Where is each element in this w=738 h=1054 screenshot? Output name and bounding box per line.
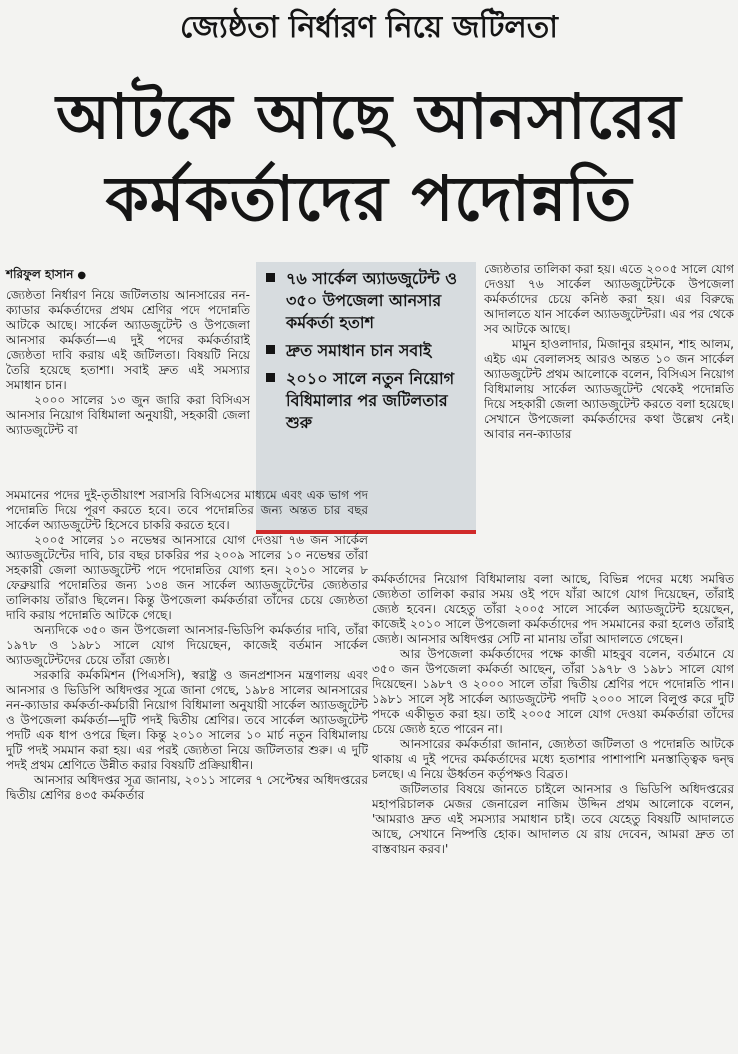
article-paragraph: মামুন হাওলাদার, মিজানুর রহমান, শাহ আলম, এইচ এম বেলালসহ আরও অন্তত ১০ জন সার্কেল অ্যাডজুটেন্ট প্রথম আলোকে বলেন, বিসিএস নিয়োগ বিধিমালায় সার্কেল অ্যাডজুটেন্ট থেকেই পদোন্নতি দিয়ে সহকারী জেলা অ্যাডজুটেন্ট করতে বলা হয়েছে। সেখানে উপজেলা কর্মকর্তাদের কথা উল্লেখ নেই। আবার নন-ক্যাডার [484,337,734,441]
headline-line-2: কর্মকর্তাদের পদোন্নতি [105,162,633,235]
article-paragraph: ২০০৫ সালের ১০ নভেম্বর আনসারে যোগ দেওয়া ৭৬ জন সার্কেল অ্যাডজুটেন্টের দাবি, চার বছর চাকরির পর ২০০৯ সালের ১০ নভেম্বর তাঁরা সহকারী জেলা অ্যাডজুটেন্ট পদে পদোন্নতির যোগ্য হন। ২০১০ সালের ৮ ফেব্রুয়ারি পদোন্নতির জন্য ১৩৪ জন সার্কেল অ্যাডজুটেন্টের জ্যেষ্ঠতার তালিকায় তাঁরাও ছিলেন। কিন্তু উপজেলা কর্মকর্তারা তাঁদের চেয়ে জ্যেষ্ঠতা দাবি করায় পদোন্নতি আটকে গেছে। [6,533,368,622]
article-column-right-top [484,262,734,572]
article-paragraph: আনসারের কর্মকর্তারা জানান, জ্যেষ্ঠতা জটিলতা ও পদোন্নতি আটকে থাকায় এ দুই পদের কর্মকর্তাদের মধ্যে হতাশার পাশাপাশি মনস্তাত্ত্বিক দ্বন্দ্ব চলছে। এ নিয়ে ঊর্ধ্বতন কর্তৃপক্ষও বিব্রত। [372,737,734,781]
byline-author: শরিফুল হাসান [6,267,74,281]
highlight-text: ২০১০ সালে নতুন নিয়োগ বিধিমালার পর জটিলতার শুরু [286,369,455,432]
article-paragraph: আর উপজেলা কর্মকর্তাদের পক্ষে কাজী মাহবুব বলেন, বর্তমানে যে ৩৫০ জন উপজেলা কর্মকর্তা আছেন, তাঁরা ১৯৭৮ ও ১৯৮১ সালে যোগ দিয়েছেন। ১৯৮৭ ও ২০০০ সালে তাঁরা দ্বিতীয় শ্রেণির পদে পদোন্নতি পান। ১৯৮১ সালে সৃষ্ট সার্কেল অ্যাডজুটেন্ট পদটি ২০০০ সালে বিলুপ্ত করে দুটি পদকে একীভূত করা হয়। তাই ২০০৫ সালে যোগ দেওয়া কর্মকর্তারা তাঁদের চেয়ে জ্যেষ্ঠ হতে পারেন না। [372,647,734,736]
article-paragraph: জ্যেষ্ঠতার তালিকা করা হয়। এতে ২০০৫ সালে যোগ দেওয়া ৭৬ সার্কেল অ্যাডজুটেন্টকে উপজেলা কর্মকর্তাদের চেয়ে কনিষ্ঠ করা হয়। এর বিরুদ্ধে আদালতে যান সার্কেল অ্যাডজুটেন্টরা। এর পর থেকে সব আটকে আছে। [484,262,734,336]
highlight-item [266,368,468,434]
headline-line-1: আটকে আছে আনসারের [56,80,682,153]
article-paragraph: ২০০০ সালের ১৩ জুন জারি করা বিসিএস আনসার নিয়োগ বিধিমালা অনুযায়ী, সহকারী জেলা অ্যাডজুটেন্ট বা [6,393,250,437]
article-paragraph: জটিলতার বিষয়ে জানতে চাইলে আনসার ও ভিডিপি অধিদপ্তরের মহাপরিচালক মেজর জেনারেল নাজিম উদ্দিন প্রথম আলোকে বলেন, 'আমরাও দ্রুত এই সমস্যার সমাধান চাই। তবে যেহেতু বিষয়টি আদালতে আছে, সেখানে নিষ্পত্তি হোক। আদালত যে রায় দেবেন, আমরা দ্রুত তা বাস্তবায়ন করব।' [372,782,734,856]
highlight-item [266,268,468,334]
article-column-right-bottom [372,572,734,1050]
byline [6,266,254,284]
headline [10,76,728,240]
square-bullet-icon [266,373,275,382]
article-paragraph: আনসার অধিদপ্তর সূত্র জানায়, ২০১১ সালের ৭ সেপ্টেম্বর অধিদপ্তরের দ্বিতীয় শ্রেণির ৪৩৫ কর্মকর্তার [6,773,368,802]
square-bullet-icon [266,273,275,282]
kicker: জ্যেষ্ঠতা নির্ধারণ নিয়ে জটিলতা [180,10,558,45]
highlight-text: ৭৬ সার্কেল অ্যাডজুটেন্ট ও ৩৫০ উপজেলা আনসার কর্মকর্তা হতাশ [286,269,458,332]
article-paragraph: কর্মকর্তাদের নিয়োগ বিধিমালায় বলা আছে, বিভিন্ন পদের মধ্যে সমন্বিত জ্যেষ্ঠতা তালিকা করার সময় ওই পদে যাঁরা আগে যোগ দিয়েছেন, তাঁরাই জ্যেষ্ঠ হবেন। যেহেতু তাঁরা ২০০৫ সালে সার্কেল অ্যাডজুটেন্ট হয়েছেন, কাজেই ২০১০ সালে উপজেলা কর্মকর্তাদের পদ সমমানের করা হলেও তাঁরাই জ্যেষ্ঠ। আনসার অধিদপ্তর সেটি না মানায় তাঁরা আদালতে গেছেন। [372,572,734,646]
article-paragraph: অন্যদিকে ৩৫০ জন উপজেলা আনসার-ভিডিপি কর্মকর্তার দাবি, তাঁরা ১৯৭৮ ও ১৯৮১ সালে যোগ দিয়েছেন, কাজেই বর্তমান সার্কেল অ্যাডজুটেন্টদের চেয়ে তাঁরা জ্যেষ্ঠ। [6,623,368,667]
highlight-list [266,268,468,434]
square-bullet-icon [266,345,275,354]
article-column-left-bottom [6,488,368,1050]
article-paragraph: জ্যেষ্ঠতা নির্ধারণ নিয়ে জটিলতায় আনসারের নন-ক্যাডার কর্মকর্তাদের প্রথম শ্রেণির পদে পদোন্নতি আটকে আছে। সার্কেল অ্যাডজুটেন্ট ও উপজেলা আনসার কর্মকর্তা—এ দুই পদের কর্মকর্তারাই জ্যেষ্ঠতা দাবি করায় এই জটিলতা। বিষয়টি নিয়ে তৈরি হয়েছে হতাশা। সবাই দ্রুত এই সমস্যার সমাধান চান। [6,288,250,392]
highlight-item [266,340,468,362]
bullet-dot-icon: ● [77,270,87,281]
article-paragraph: সমমানের পদের দুই-তৃতীয়াংশ সরাসরি বিসিএসের মাধ্যমে এবং এক ভাগ পদ পদোন্নতি দিয়ে পূরণ করতে হবে। তবে পদোন্নতির জন্য অন্তত চার বছর সার্কেল অ্যাডজুটেন্ট হিসেবে চাকরি করতে হবে। [6,488,368,532]
article-paragraph: সরকারি কর্মকমিশন (পিএসসি), স্বরাষ্ট্র ও জনপ্রশাসন মন্ত্রণালয় এবং আনসার ও ভিডিপি অধিদপ্তর সূত্রে জানা গেছে, ১৯৮৪ সালের আনসারের নন-ক্যাডার কর্মকর্তা-কর্মচারী নিয়োগ বিধিমালা অনুযায়ী সার্কেল অ্যাডজুটেন্ট ও উপজেলা কর্মকর্তা—দুটি পদই দ্বিতীয় শ্রেণির। তবে সার্কেল অ্যাডজুটেন্ট পদটি এক ধাপ ওপরে ছিল। কিন্তু ২০১০ সালের ১০ মার্চ নতুন বিধিমালায় দুটি পদই সমমান করা হয়। এর পরই জ্যেষ্ঠতা নিয়ে জটিলতার শুরু। এ দুটি পদই প্রথম শ্রেণিতে উন্নীত করার বিষয়টি প্রক্রিয়াধীন। [6,668,368,772]
article-column-left-top [6,288,250,482]
highlight-text: দ্রুত সমাধান চান সবাই [286,341,432,360]
